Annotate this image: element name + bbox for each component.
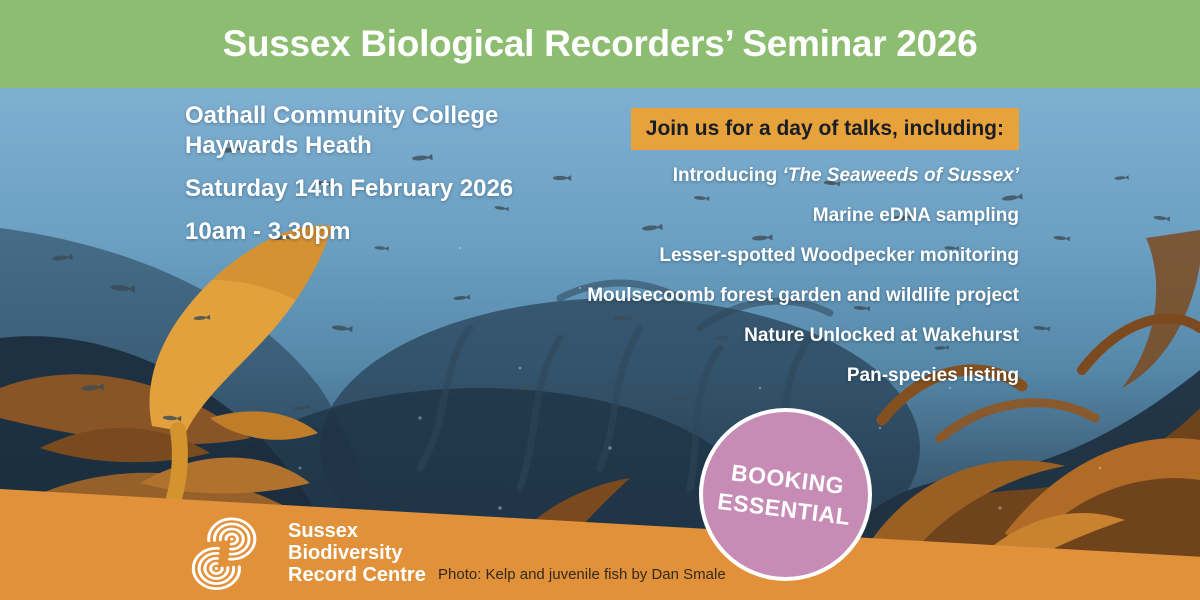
event-time: 10am - 3.30pm xyxy=(185,218,351,245)
talk-item: Pan-species listing xyxy=(846,365,1019,386)
talk-item: Nature Unlocked at Wakehurst xyxy=(744,325,1019,346)
talk-item: Lesser-spotted Woodpecker monitoring xyxy=(659,245,1019,266)
booking-line-1: BOOKING xyxy=(729,459,846,500)
booking-text xyxy=(716,456,856,533)
page-title: Sussex Biological Recorders’ Seminar 2026 xyxy=(222,23,978,64)
talk-item-italic: ‘The Seaweeds of Sussex’ xyxy=(782,165,1019,186)
title-bar xyxy=(0,0,1200,88)
talk-item: Moulsecoomb forest garden and wildlife project xyxy=(587,285,1019,306)
venue-line-1: Oathall Community College xyxy=(185,102,499,129)
org-name-line-1: Sussex xyxy=(288,520,359,542)
booking-badge xyxy=(699,408,872,581)
talks-list xyxy=(587,165,1019,387)
org-name xyxy=(288,520,426,586)
org-name-line-3: Record Centre xyxy=(288,564,426,586)
talk-item: Introducing ‘The Seaweeds of Sussex’ xyxy=(672,165,1019,186)
venue-line-2: Haywards Heath xyxy=(185,132,372,159)
booking-line-2: ESSENTIAL xyxy=(715,488,852,531)
venue-block xyxy=(185,101,513,247)
sbrc-ripple-s-logo-icon xyxy=(178,513,274,597)
talks-panel xyxy=(587,108,1019,387)
org-name-line-2: Biodiversity xyxy=(288,542,403,564)
photo-credit: Photo: Kelp and juvenile fish by Dan Smale xyxy=(438,566,726,583)
talk-item: Marine eDNA sampling xyxy=(812,205,1019,226)
talks-heading: Join us for a day of talks, including: xyxy=(631,108,1019,150)
event-date: Saturday 14th February 2026 xyxy=(185,175,514,202)
